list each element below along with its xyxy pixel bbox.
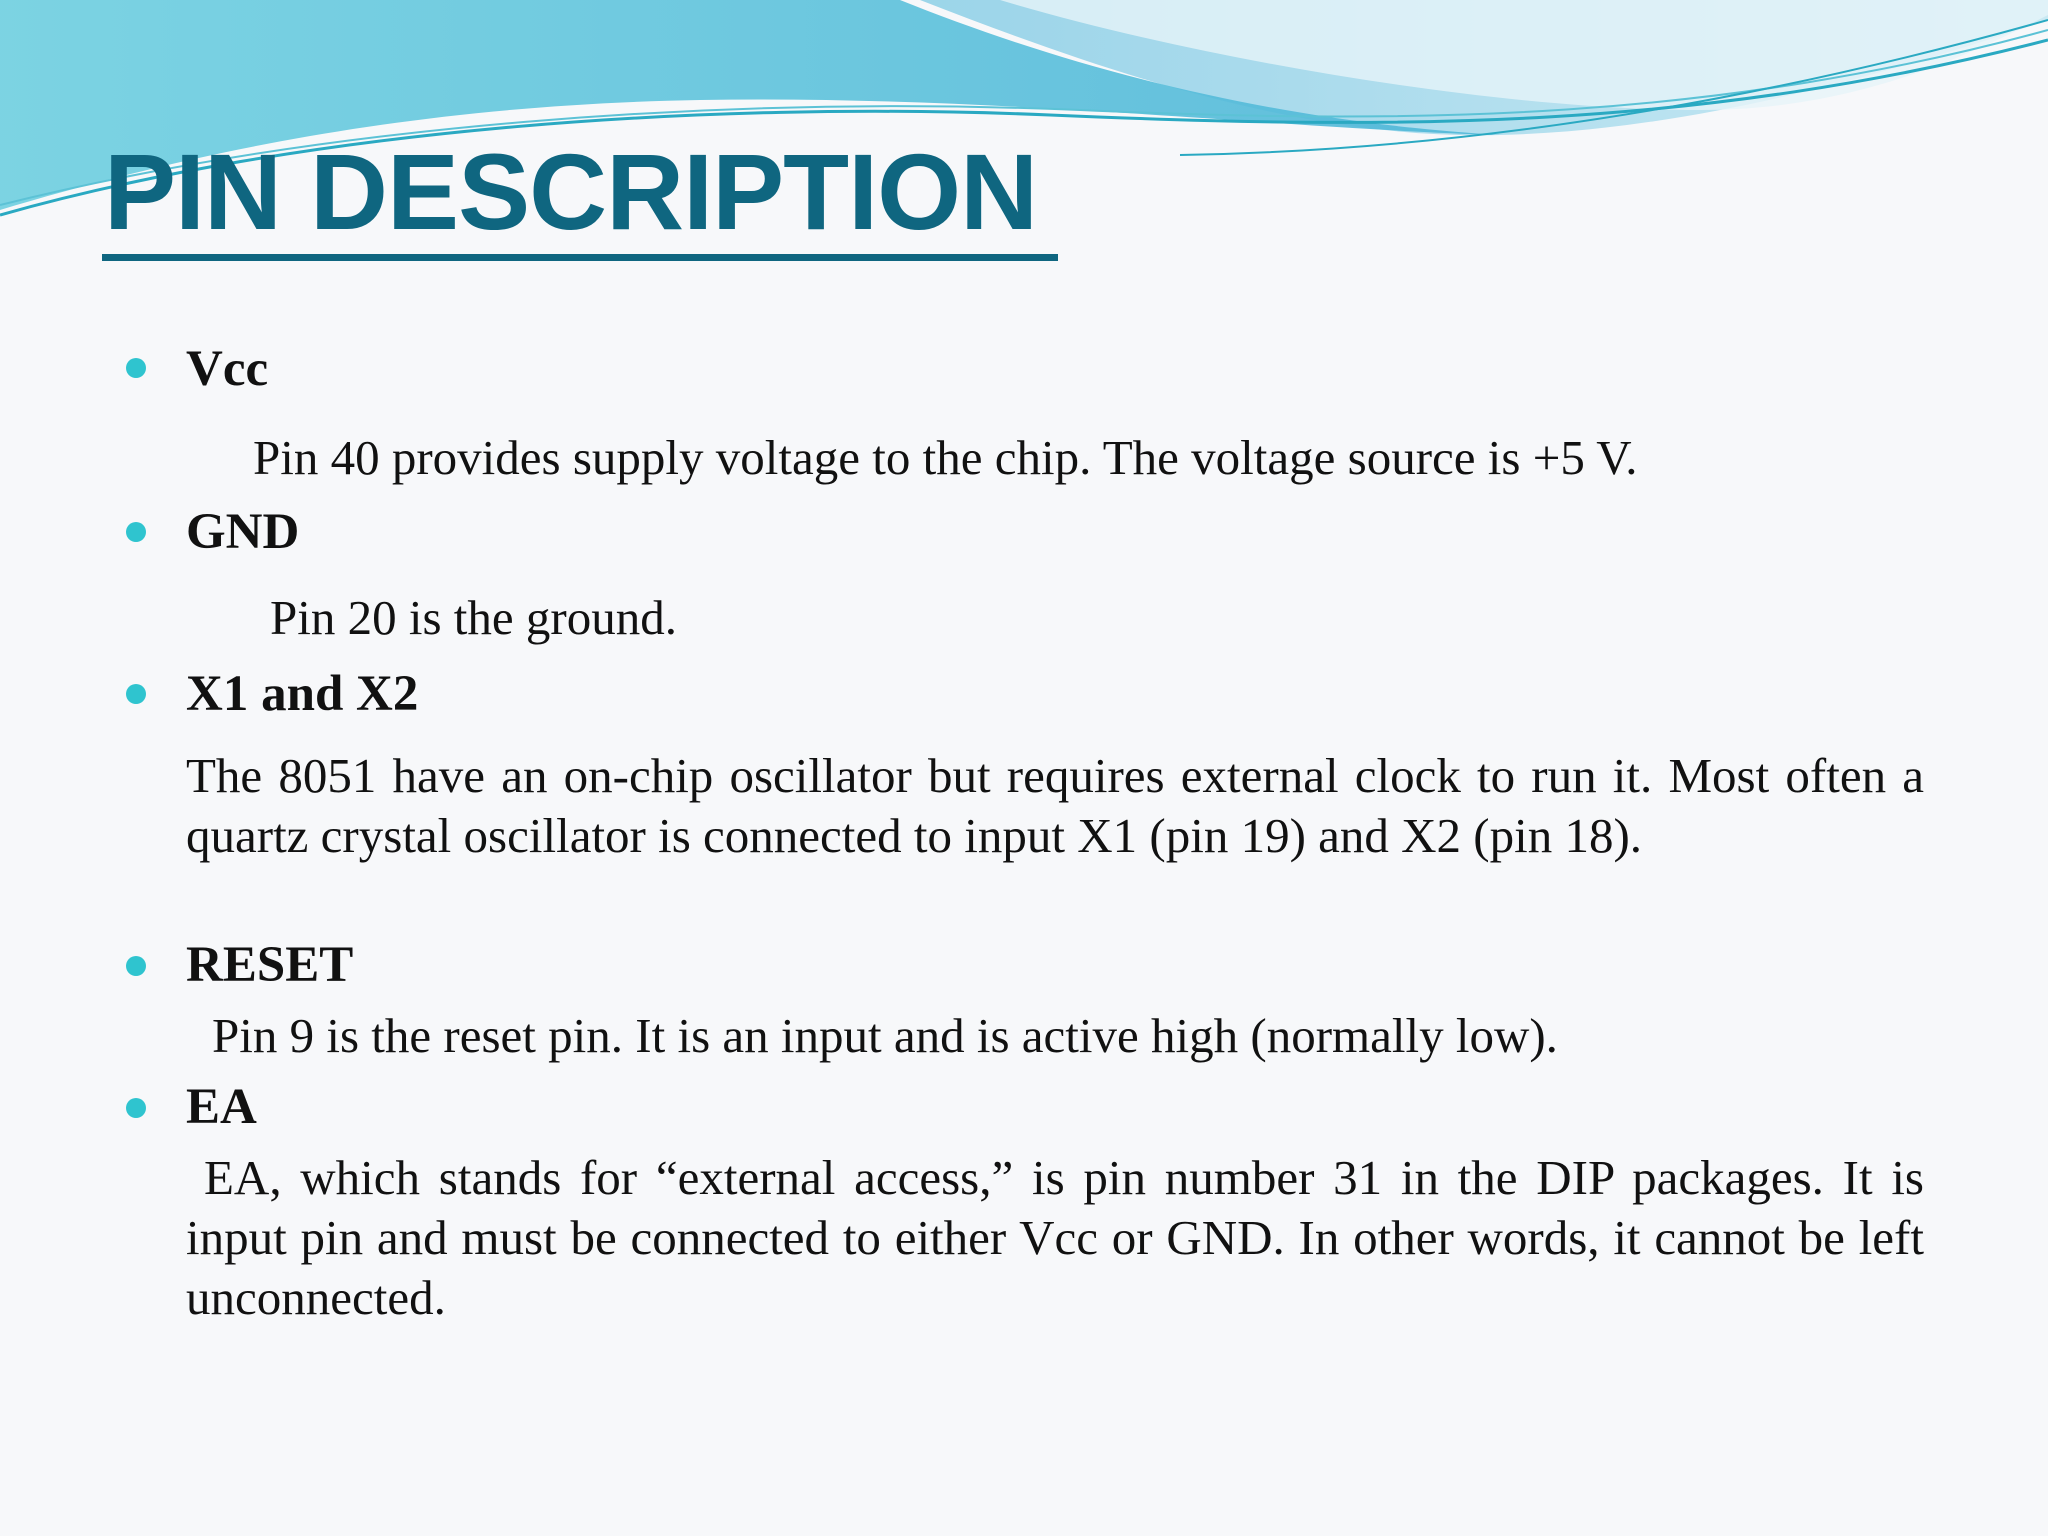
section-body-vcc: Pin 40 provides supply voltage to the chip. The voltage source is +5 V. [253, 430, 1638, 485]
bullet-dot-icon [126, 956, 146, 976]
section-heading-gnd: GND [186, 504, 300, 560]
section-body-ea: EA, which stands for “external access,” is pin number 31 in the DIP packages. It is input pin and must be connected to either Vcc or GND. In other words, it cannot be left unconnected. [186, 1150, 1924, 1325]
section-heading-x1-x2: X1 and X2 [186, 666, 419, 722]
bullet-dot-icon [126, 684, 146, 704]
section-heading-ea: EA [186, 1079, 257, 1135]
slide-title: PIN DESCRIPTION [104, 131, 1038, 252]
title-underline [102, 254, 1058, 261]
bullet-dot-icon [126, 358, 146, 378]
section-body-reset: Pin 9 is the reset pin. It is an input and is active high (normally low). [212, 1008, 1558, 1063]
bullet-dot-icon [126, 522, 146, 542]
section-body-gnd: Pin 20 is the ground. [270, 590, 677, 645]
section-body-x1-x2: The 8051 have an on-chip oscillator but requires external clock to run it. Most often a quartz crystal oscillator is connected to input X1 (pin 19) and X2 (pin 18). [186, 748, 1924, 863]
section-heading-reset: RESET [186, 937, 354, 993]
section-heading-vcc: Vcc [186, 341, 269, 397]
bullet-dot-icon [126, 1098, 146, 1118]
